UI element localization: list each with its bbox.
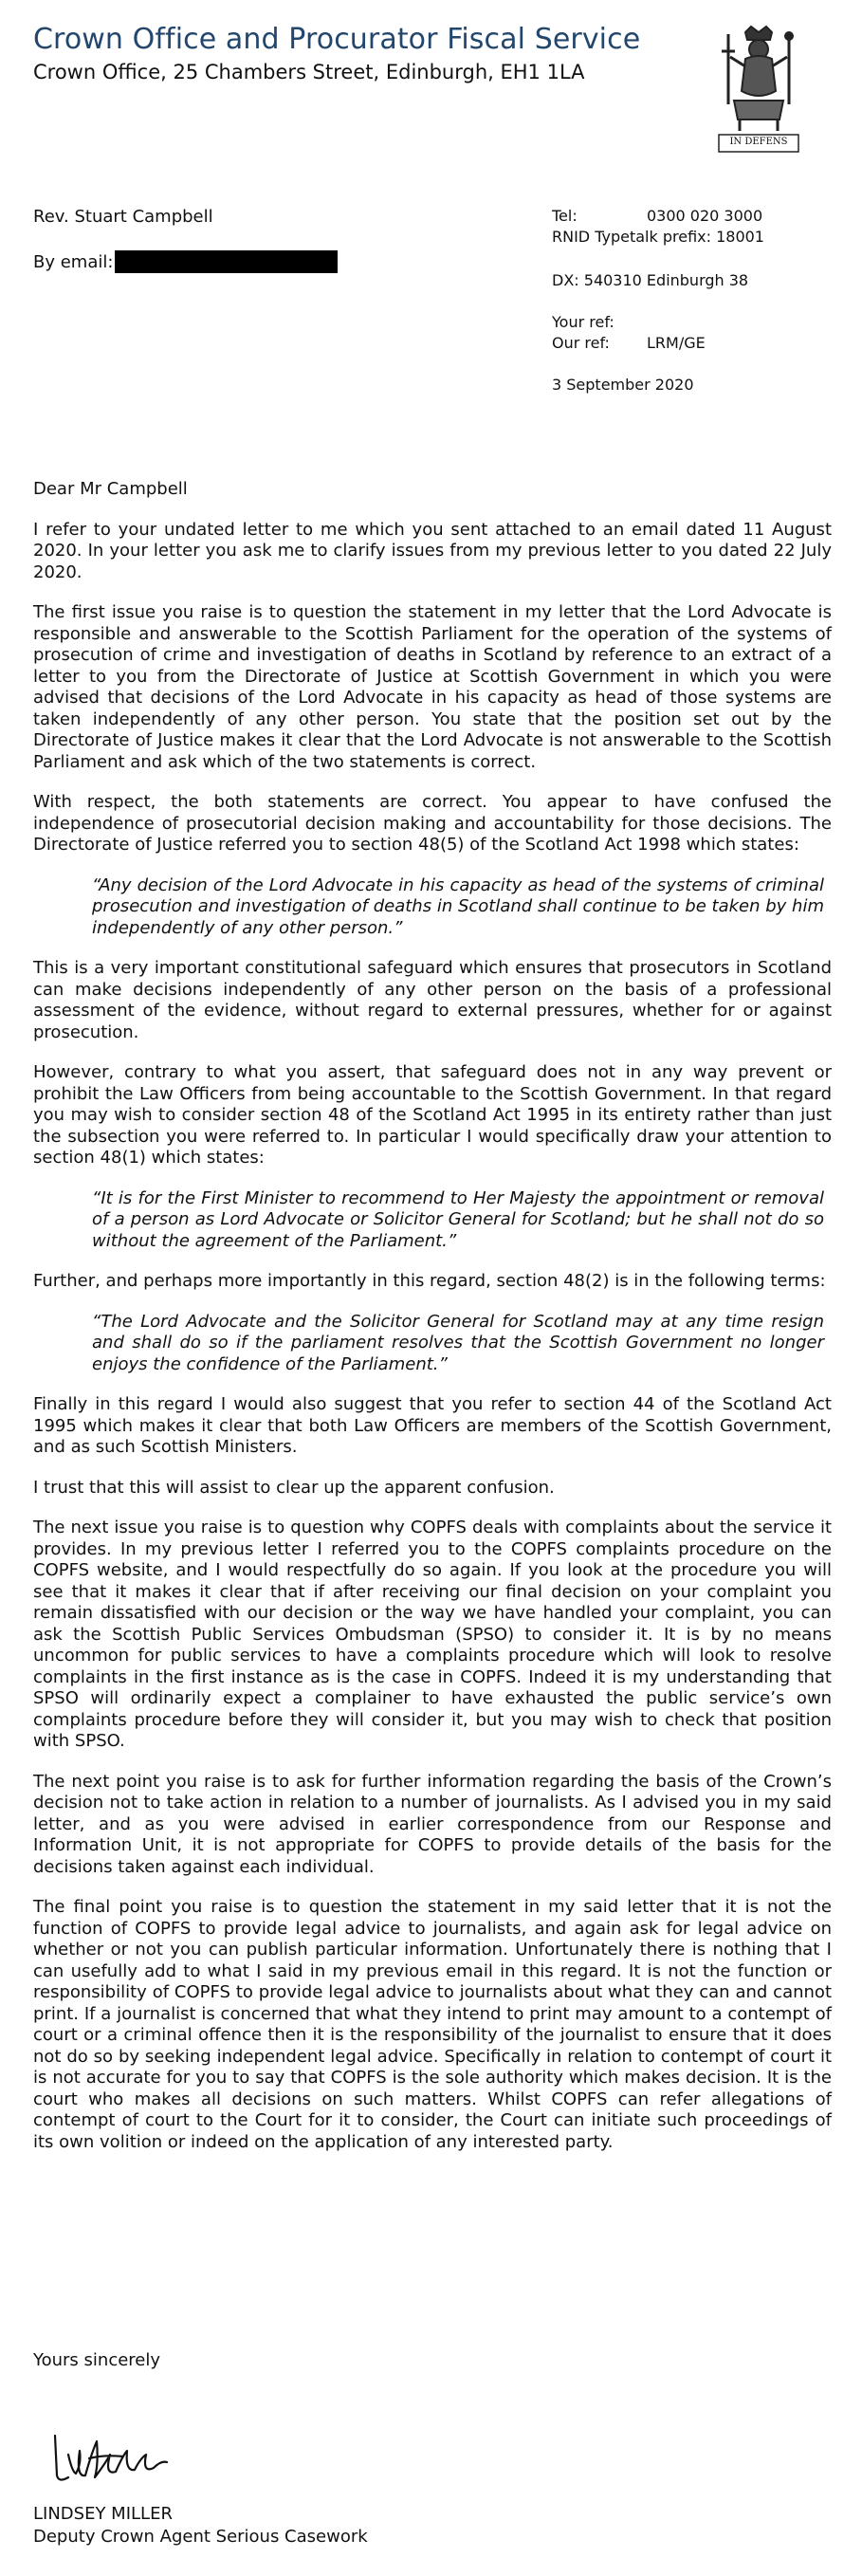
email-label: By email: [33,251,114,272]
tel-row [552,207,762,225]
organisation-name: Crown Office and Procurator Fiscal Service [33,23,641,56]
paragraph: I refer to your undated letter to me which you sent attached to an email dated 11 August 2020. In your letter you ask me to clarify issues from my previous letter to you dated 22 July 2020. [33,519,832,582]
closing: Yours sincerely [33,2350,161,2370]
paragraph: With respect, the both statements are correct. You appear to have confused the independence of prosecutorial decision making and accountability for those decisions. The Directorate of Justice referred you to section 48(5) of the Scotland Act 1998 which states: [33,792,832,855]
signer-name: LINDSEY MILLER [33,2504,173,2524]
paragraph: Finally in this regard I would also suggest that you refer to section 44 of the Scotland Act 1995 which makes it clear that both Law Officers are members of the Scottish Government, and as such Scottish Ministers. [33,1394,832,1457]
paragraph: The final point you raise is to question the statement in my said letter that it is not the function of COPFS to provide legal advice to journalists, and again ask for legal advice on whether or not you can publish particular information. Unfortunately there is nothing that I can usefully add to what I said in my previous email in this regard. It is not the function or responsibility of COPFS to provide legal advice to journalists about what they can and cannot print. If a journalist is concerned that what they intend to print may amount to a contempt of court or a criminal offence then it is the responsibility of the journalist to ensure that it does not do so by seeking independent legal advice. Specifically in relation to contempt of court it is not accurate for you to say that COPFS is the sole authority which makes decision. It is the court who makes all decisions on such matters. Whilst COPFS can refer allegations of contempt of court to the Court for it to consider, the Court can initiate such proceedings of its own volition or indeed on the application of any interested party. [33,1897,832,2152]
paragraph: The first issue you raise is to question the statement in my letter that the Lord Advocate is responsible and answerable to the Scottish Parliament for the operation of the systems of prosecution of crime and investigation of deaths in Scotland by reference to an extract of a letter to you from the Directorate of Justice at Scottish Government in which you were advised that decisions of the Lord Advocate in his capacity as head of those systems are taken independently of any other person. You state that the position set out by the Directorate of Justice makes it clear that the Lord Advocate is not answerable to the Scottish Parliament and ask which of the two statements is correct. [33,602,832,772]
letter-body [33,479,832,2172]
paragraph: The next issue you raise is to question why COPFS deals with complaints about the service it provides. In my previous letter I referred you to the COPFS complaints procedure on the COPFS website, and I would respectfully do so again. If you look at the procedure you will see that it makes it clear that if after receiving our final decision on your complaint you remain dissatisfied with our decision or the way we have handled your complaint, you can ask the Scottish Public Services Ombudsman (SPSO) to consider it. It is by no means uncommon for public services to have a complaints procedure which will look to resolve complaints in the first instance as is the case in COPFS. Indeed it is my understanding that SPSO will ordinarily expect a complainer to have exhausted the public service’s own complaints procedure before they will consider it, but you may wish to check that position with SPSO. [33,1518,832,1751]
your-ref-label: Your ref: [552,313,614,331]
paragraph: Further, and perhaps more importantly in this regard, section 48(2) is in the following terms: [33,1271,826,1291]
handwritten-signature [47,2417,180,2493]
paragraph: The next point you raise is to ask for further information regarding the basis of the Crown’s decision not to take action in relation to a number of journalists. As I advised you in my said letter, and as you were advised in earlier correspondence from our Response and Information Unit, it is not appropriate for COPFS to provide details of the basis for the decisions taken against each individual. [33,1771,832,1877]
tel-label: Tel: [552,207,578,225]
organisation-address: Crown Office, 25 Chambers Street, Edinburgh, EH1 1LA [33,61,585,83]
crest-motto: IN DEFENS [729,137,788,147]
quotation: “Any decision of the Lord Advocate in his capacity as head of the systems of criminal prosecution and investigation of deaths in Scotland shall continue to be taken by him independently of any other person.” [92,874,824,938]
letter-date: 3 September 2020 [552,376,694,394]
our-ref-row [552,334,706,352]
tel-value: 0300 020 3000 [647,207,763,225]
recipient-name: Rev. Stuart Campbell [33,207,213,227]
our-ref-label: Our ref: [552,334,610,352]
redacted-email [115,250,338,273]
your-ref-row [552,313,647,331]
salutation: Dear Mr Campbell [33,479,188,499]
quotation: “It is for the First Minister to recommend to Her Majesty the appointment or removal of a person as Lord Advocate or Solicitor General for Scotland; but he shall not do so without the agreement of the Parliament.” [92,1187,824,1251]
signer-title: Deputy Crown Agent Serious Casework [33,2527,368,2547]
recipient-email-row [33,250,338,273]
dx-row: DX: 540310 Edinburgh 38 [552,271,749,289]
paragraph: This is a very important constitutional safeguard which ensures that prosecutors in Scotland can make decisions independently of any other person on the basis of a professional assessment of the evidence, without regard to external pressures, whether for or against prosecution. [33,958,832,1042]
paragraph: I trust that this will assist to clear up the apparent confusion. [33,1477,555,1498]
quotation: “The Lord Advocate and the Solicitor General for Scotland may at any time resign and shall do so if the parliament resolves that the Scottish Government no longer enjoys the confidence of the Parliament.” [92,1311,824,1374]
rnid-row: RNID Typetalk prefix: 18001 [552,228,764,246]
our-ref-value: LRM/GE [647,334,706,352]
paragraph: However, contrary to what you assert, that safeguard does not in any way prevent or prohibit the Law Officers from being accountable to the Scottish Government. In that regard you may wish to consider section 48 of the Scotland Act 1995 in its entirety rather than just the subsection you were referred to. In particular I would specifically draw your attention to section 48(1) which states: [33,1062,832,1168]
